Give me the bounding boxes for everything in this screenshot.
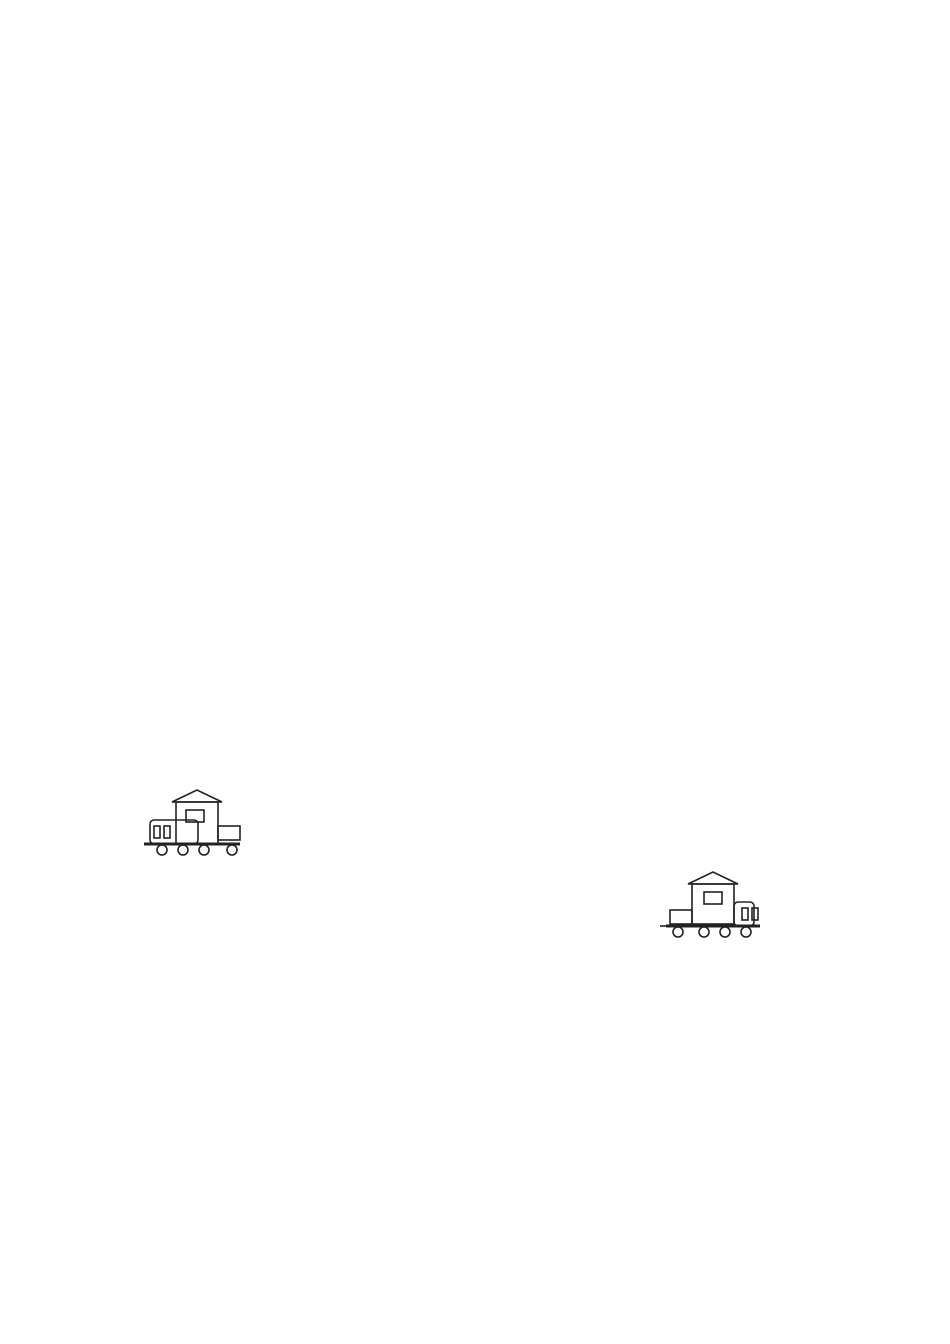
locomotive-left [144, 790, 240, 855]
train-illustration [140, 782, 770, 954]
calc-row-3 [145, 717, 517, 736]
calc-row-2 [145, 681, 517, 700]
locomotive-right [660, 872, 760, 937]
calc-row-1 [145, 645, 461, 664]
